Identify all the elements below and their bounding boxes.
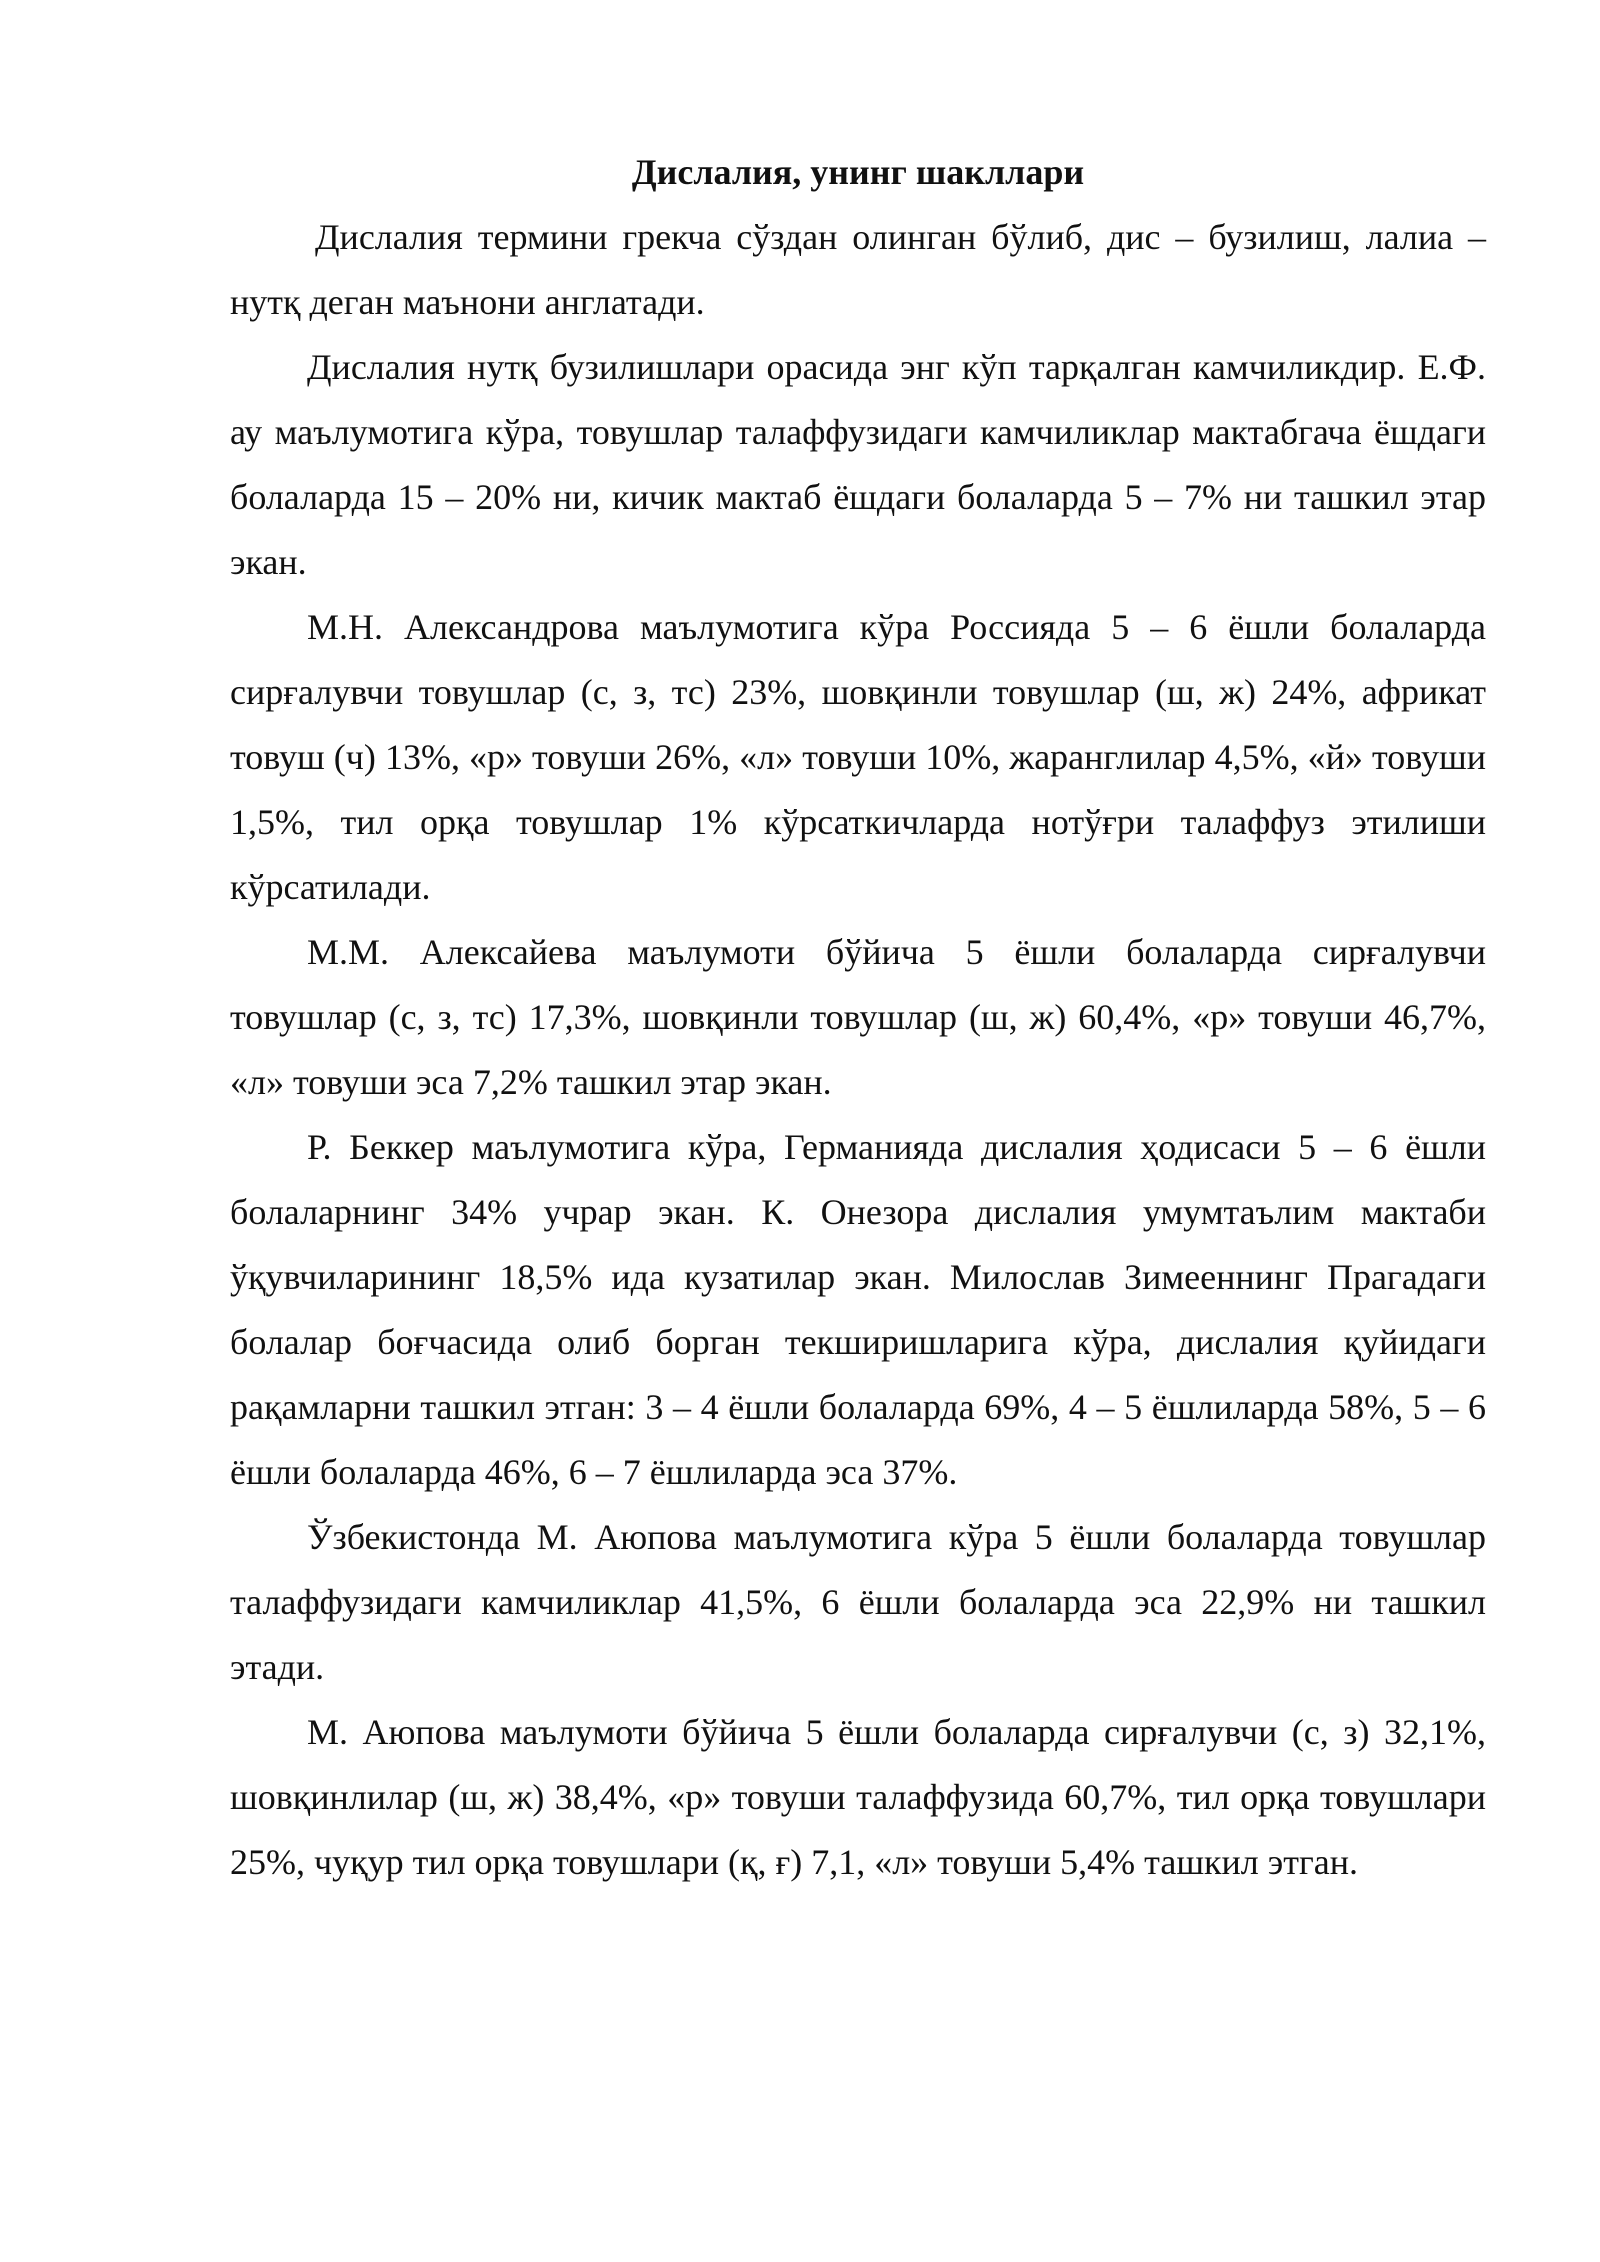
paragraph-prevalence: Дислалия нутқ бузилишлари орасида энг кўп тарқалган камчиликдир. Е.Ф. ау маълумотига кўра, товушлар талаффузидаги камчиликлар мактабгача ёшдаги болаларда 15 – 20% ни, кичик мактаб ёшдаги болаларда 5 – 7% ни ташкил этар экан. <box>230 347 1486 582</box>
paragraph-uzbekistan: Ўзбекистонда М. Аюпова маълумотига кўра 5 ёшли болаларда товушлар талаффузидаги камчиликлар 41,5%, 6 ёшли болаларда эса 22,9% ни ташкил этади. <box>230 1517 1486 1687</box>
paragraph-definition: Дислалия термини грекча сўздан олинган бўлиб, дис – бузилиш, лалиа – нутқ деган маънони англатади. <box>230 217 1486 322</box>
paragraph-ayupova: М. Аюпова маълумоти бўйича 5 ёшли болаларда сирғалувчи (с, з) 32,1%, шовқинлилар (ш, ж) 38,4%, «р» товуши талаффузида 60,7%, тил орқа товушлари 25%, чуқур тил орқа товушлари (қ, ғ) 7,1, «л» товуши 5,4% ташкил этган. <box>230 1712 1486 1882</box>
document-page <box>230 140 1486 1895</box>
paragraph-becker: Р. Беккер маълумотига кўра, Германияда дислалия ҳодисаси 5 – 6 ёшли болаларнинг 34% учрар экан. К. Онезора дислалия умумтаълим мактаби ўқувчиларининг 18,5% ида кузатилар экан. Милослав Зимееннинг Прагадаги болалар боғчасида олиб борган текширишларига кўра, дислалия қуйидаги рақамларни ташкил этган: 3 – 4 ёшли болаларда 69%, 4 – 5 ёшлиларда 58%, 5 – 6 ёшли болаларда 46%, 6 – 7 ёшлиларда эса 37%. <box>230 1127 1486 1492</box>
paragraph-alekseyeva: М.М. Алексайева маълумоти бўйича 5 ёшли болаларда сирғалувчи товушлар (с, з, тс) 17,3%, шовқинли товушлар (ш, ж) 60,4%, «р» товуши 46,7%, «л» товуши эса 7,2% ташкил этар экан. <box>230 932 1486 1102</box>
paragraph-aleksandrova: М.Н. Александрова маълумотига кўра Россияда 5 – 6 ёшли болаларда сирғалувчи товушлар (с, з, тс) 23%, шовқинли товушлар (ш, ж) 24%, африкат товуш (ч) 13%, «р» товуши 26%, «л» товуши 10%, жаранглилар 4,5%, «й» товуши 1,5%, тил орқа товушлар 1% кўрсаткичларда нотўғри талаффуз этилиши кўрсатилади. <box>230 607 1486 907</box>
page-title: Дислалия, унинг шакллари <box>631 152 1085 192</box>
